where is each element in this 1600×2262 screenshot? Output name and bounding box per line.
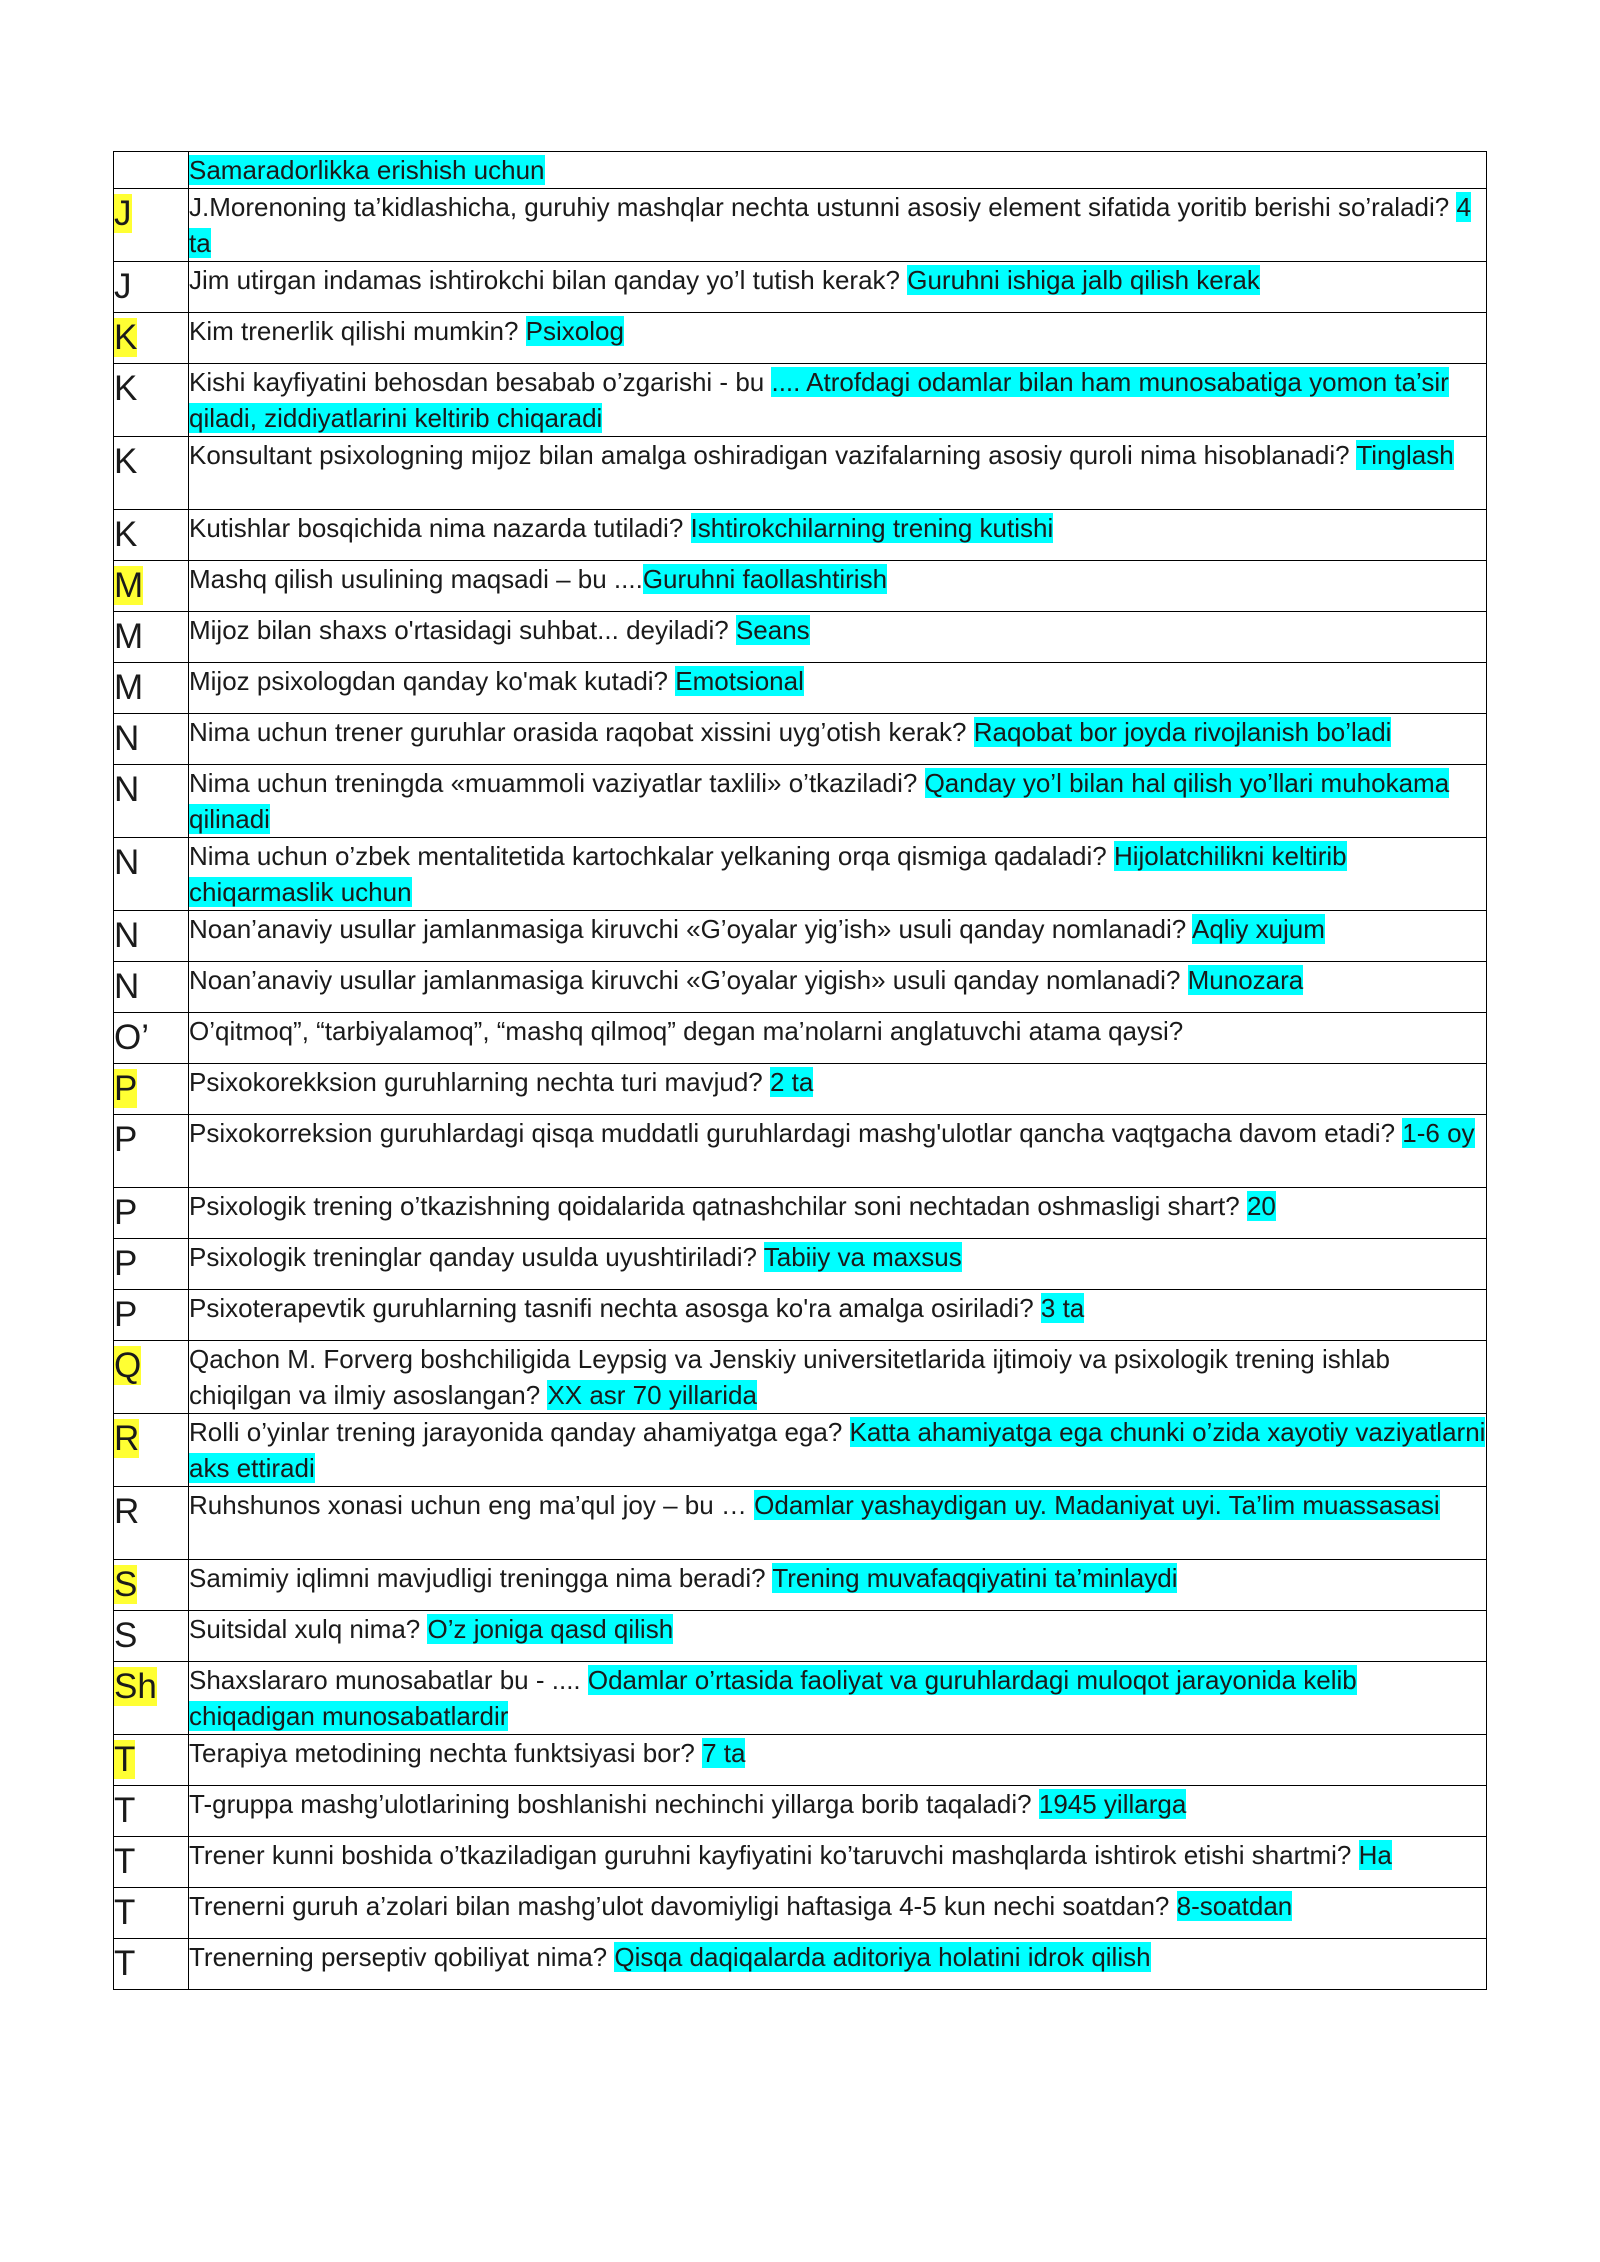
question-text: Nima uchun treningda «muammoli vaziyatlar taxlili» o’tkaziladi?	[189, 768, 925, 798]
question-text: Psixoterapevtik guruhlarning tasnifi nechta asosga ko'ra amalga osiriladi?	[189, 1293, 1041, 1323]
letter-cell	[114, 765, 189, 838]
question-text: Nima uchun o’zbek mentalitetida kartochkalar yelkaning orqa qismiga qadaladi?	[189, 841, 1114, 871]
qa-table	[113, 151, 1487, 1990]
letter-cell	[114, 1939, 189, 1990]
letter-cell	[114, 1662, 189, 1735]
answer-text: O’z joniga qasd qilish	[427, 1614, 674, 1644]
index-letter: J	[114, 194, 132, 233]
letter-cell	[114, 714, 189, 765]
question-cell	[189, 1735, 1487, 1786]
table-row	[114, 1786, 1487, 1837]
table-row	[114, 364, 1487, 437]
question-cell	[189, 1115, 1487, 1188]
index-letter: N	[114, 916, 140, 955]
question-cell	[189, 1188, 1487, 1239]
question-cell	[189, 1611, 1487, 1662]
question-text: Kutishlar bosqichida nima nazarda tutiladi?	[189, 513, 691, 543]
answer-text: Odamlar o’rtasida faoliyat va guruhlardagi muloqot jarayonida kelib chiqadigan munosabatlardir	[189, 1665, 1357, 1731]
table-row	[114, 911, 1487, 962]
table-row	[114, 1611, 1487, 1662]
letter-cell	[114, 1611, 189, 1662]
question-text: Mashq qilish usulining maqsadi – bu ....	[189, 564, 643, 594]
question-cell	[189, 1662, 1487, 1735]
index-letter: O’	[114, 1018, 149, 1057]
index-letter: M	[114, 617, 144, 656]
question-text: Suitsidal xulq nima?	[189, 1614, 428, 1644]
question-cell	[189, 313, 1487, 364]
question-cell	[189, 1290, 1487, 1341]
index-letter: Q	[114, 1346, 142, 1385]
table-row	[114, 1487, 1487, 1560]
question-cell	[189, 1837, 1487, 1888]
question-text: Noan’anaviy usullar jamlanmasiga kiruvchi «G’oyalar yigish» usuli qanday nomlanadi?	[189, 965, 1188, 995]
question-cell	[189, 962, 1487, 1013]
answer-text: 8-soatdan	[1176, 1891, 1293, 1921]
question-text: Kishi kayfiyatini behosdan besabab o’zgarishi - bu	[189, 367, 772, 397]
answer-text: Odamlar yashaydigan uy. Madaniyat uyi. Ta’lim muassasasi	[754, 1490, 1440, 1520]
question-text: Rolli o’yinlar trening jarayonida qanday ahamiyatga ega?	[189, 1417, 850, 1447]
question-text: O’qitmoq”, “tarbiyalamoq”, “mashq qilmoq” degan ma’nolarni anglatuvchi atama qaysi?	[189, 1016, 1184, 1046]
question-cell	[189, 714, 1487, 765]
answer-text: Ishtirokchilarning trening kutishi	[690, 513, 1054, 543]
letter-cell	[114, 152, 189, 189]
answer-text: 7 ta	[702, 1738, 746, 1768]
table-row	[114, 1837, 1487, 1888]
table-row	[114, 765, 1487, 838]
table-row	[114, 189, 1487, 262]
question-text: Samimiy iqlimni mavjudligi treningga nima beradi?	[189, 1563, 773, 1593]
letter-cell	[114, 561, 189, 612]
answer-text: 1945 yillarga	[1038, 1789, 1187, 1819]
question-cell	[189, 437, 1487, 510]
question-cell	[189, 1013, 1487, 1064]
table-row	[114, 1290, 1487, 1341]
index-letter: T	[114, 1944, 136, 1983]
index-letter: R	[114, 1492, 140, 1531]
answer-text: 2 ta	[769, 1067, 814, 1097]
index-letter: M	[114, 668, 144, 707]
index-letter: K	[114, 515, 138, 554]
table-row	[114, 1888, 1487, 1939]
table-row	[114, 1414, 1487, 1487]
index-letter: T	[114, 1842, 136, 1881]
question-cell	[189, 262, 1487, 313]
question-text: Konsultant psixologning mijoz bilan amalga oshiradigan vazifalarning asosiy quroli nima hisoblanadi?	[189, 440, 1357, 470]
letter-cell	[114, 1341, 189, 1414]
table-row	[114, 313, 1487, 364]
question-cell	[189, 1487, 1487, 1560]
question-cell	[189, 152, 1487, 189]
answer-text: Guruhni faollashtirish	[642, 564, 888, 594]
answer-text: Samaradorlikka erishish uchun	[189, 155, 545, 185]
index-letter: J	[114, 267, 132, 306]
question-text: Jim utirgan indamas ishtirokchi bilan qanday yo’l tutish kerak?	[189, 265, 908, 295]
letter-cell	[114, 1239, 189, 1290]
index-letter: R	[114, 1419, 140, 1458]
answer-text: Katta ahamiyatga ega chunki o’zida xayotiy vaziyatlarni aks ettiradi	[189, 1417, 1486, 1483]
letter-cell	[114, 911, 189, 962]
answer-text: Psixolog	[525, 316, 624, 346]
answer-text: 3 ta	[1040, 1293, 1085, 1323]
answer-text: .... Atrofdagi odamlar bilan ham munosabatiga yomon ta’sir qiladi, ziddiyatlarini keltirib chiqaradi	[189, 367, 1449, 433]
letter-cell	[114, 1487, 189, 1560]
letter-cell	[114, 1290, 189, 1341]
table-row	[114, 1239, 1487, 1290]
table-row	[114, 1341, 1487, 1414]
letter-cell	[114, 510, 189, 561]
table-row	[114, 714, 1487, 765]
question-cell	[189, 1414, 1487, 1487]
question-cell	[189, 911, 1487, 962]
letter-cell	[114, 1786, 189, 1837]
answer-text: Qisqa daqiqalarda aditoriya holatini idrok qilish	[614, 1942, 1151, 1972]
question-cell	[189, 765, 1487, 838]
letter-cell	[114, 1188, 189, 1239]
letter-cell	[114, 1837, 189, 1888]
question-cell	[189, 561, 1487, 612]
index-letter: T	[114, 1791, 136, 1830]
letter-cell	[114, 1064, 189, 1115]
table-row	[114, 962, 1487, 1013]
answer-text: Qanday yo’l bilan hal qilish yo’llari muhokama qilinadi	[189, 768, 1450, 834]
index-letter: N	[114, 770, 140, 809]
table-row	[114, 1662, 1487, 1735]
question-text: Shaxslararo munosabatlar bu - ....	[189, 1665, 588, 1695]
question-text: Noan’anaviy usullar jamlanmasiga kiruvchi «G’oyalar yig’ish» usuli qanday nomlanadi?	[189, 914, 1192, 944]
answer-text: Ha	[1358, 1840, 1392, 1870]
index-letter: P	[114, 1295, 138, 1334]
index-letter: S	[114, 1616, 138, 1655]
table-row	[114, 1939, 1487, 1990]
letter-cell	[114, 1013, 189, 1064]
question-text: Qachon M. Forverg boshchiligida Leypsig va Jenskiy universitetlarida ijtimoiy va psixologik trening ishlab chiqilgan va ilmiy asoslangan?	[189, 1344, 1390, 1410]
question-text: J.Morenoning ta’kidlashicha, guruhiy mashqlar nechta ustunni asosiy element sifatida yoritib berishi so’raladi?	[189, 192, 1457, 222]
question-cell	[189, 612, 1487, 663]
question-cell	[189, 364, 1487, 437]
letter-cell	[114, 1888, 189, 1939]
letter-cell	[114, 437, 189, 510]
letter-cell	[114, 663, 189, 714]
answer-text: Emotsional	[675, 666, 804, 696]
question-text: Trenerning perseptiv qobiliyat nima?	[189, 1942, 615, 1972]
index-letter: N	[114, 967, 140, 1006]
question-text: Mijoz psixologdan qanday ko'mak kutadi?	[189, 666, 676, 696]
answer-text: 4 ta	[189, 192, 1471, 258]
answer-text: Trening muvafaqqiyatini ta’minlaydi	[772, 1563, 1178, 1593]
table-row	[114, 1013, 1487, 1064]
index-letter: P	[114, 1193, 138, 1232]
answer-text: Raqobat bor joyda rivojlanish bo’ladi	[973, 717, 1392, 747]
question-cell	[189, 1239, 1487, 1290]
index-letter: K	[114, 369, 138, 408]
table-row	[114, 262, 1487, 313]
question-text: Kim trenerlik qilishi mumkin?	[189, 316, 526, 346]
question-cell	[189, 1064, 1487, 1115]
answer-text: Tabiiy va maxsus	[763, 1242, 962, 1272]
table-row	[114, 561, 1487, 612]
question-cell	[189, 189, 1487, 262]
letter-cell	[114, 1560, 189, 1611]
table-row	[114, 612, 1487, 663]
table-row	[114, 437, 1487, 510]
letter-cell	[114, 962, 189, 1013]
question-cell	[189, 1560, 1487, 1611]
letter-cell	[114, 262, 189, 313]
question-cell	[189, 838, 1487, 911]
letter-cell	[114, 364, 189, 437]
answer-text: XX asr 70 yillarida	[547, 1380, 757, 1410]
index-letter: P	[114, 1120, 138, 1159]
index-letter: Sh	[114, 1667, 157, 1706]
answer-text: Guruhni ishiga jalb qilish kerak	[907, 265, 1260, 295]
question-cell	[189, 1341, 1487, 1414]
table-row	[114, 838, 1487, 911]
qa-table-body	[114, 152, 1487, 1990]
index-letter: K	[114, 318, 138, 357]
question-text: Trener kunni boshida o’tkaziladigan guruhni kayfiyatini ko’taruvchi mashqlarda ishtirok etishi shartmi?	[189, 1840, 1359, 1870]
question-text: Terapiya metodining nechta funktsiyasi bor?	[189, 1738, 703, 1768]
question-text: Psixologik treninglar qanday usulda uyushtiriladi?	[189, 1242, 764, 1272]
answer-text: Munozara	[1187, 965, 1304, 995]
answer-text: Tinglash	[1356, 440, 1454, 470]
table-row	[114, 1735, 1487, 1786]
index-letter: S	[114, 1565, 138, 1604]
letter-cell	[114, 313, 189, 364]
table-row	[114, 1115, 1487, 1188]
table-row	[114, 1560, 1487, 1611]
letter-cell	[114, 189, 189, 262]
table-row	[114, 510, 1487, 561]
question-text: Trenerni guruh a’zolari bilan mashg’ulot davomiyligi haftasiga 4-5 kun nechi soatdan?	[189, 1891, 1177, 1921]
table-row	[114, 152, 1487, 189]
question-cell	[189, 663, 1487, 714]
question-cell	[189, 1786, 1487, 1837]
answer-text: 1-6 oy	[1402, 1118, 1475, 1148]
table-row	[114, 1188, 1487, 1239]
answer-text: 20	[1246, 1191, 1276, 1221]
index-letter: P	[114, 1069, 138, 1108]
answer-text: Seans	[735, 615, 810, 645]
letter-cell	[114, 1414, 189, 1487]
answer-text: Hijolatchilikni keltirib chiqarmaslik uchun	[189, 841, 1347, 907]
index-letter: K	[114, 442, 138, 481]
question-cell	[189, 1939, 1487, 1990]
index-letter: M	[114, 566, 144, 605]
question-cell	[189, 1888, 1487, 1939]
index-letter: N	[114, 719, 140, 758]
question-text: Mijoz bilan shaxs o'rtasidagi suhbat... deyiladi?	[189, 615, 736, 645]
question-text: Nima uchun trener guruhlar orasida raqobat xissini uyg’otish kerak?	[189, 717, 974, 747]
letter-cell	[114, 1115, 189, 1188]
letter-cell	[114, 1735, 189, 1786]
index-letter: T	[114, 1740, 136, 1779]
question-cell	[189, 510, 1487, 561]
index-letter: P	[114, 1244, 138, 1283]
table-row	[114, 663, 1487, 714]
table-row	[114, 1064, 1487, 1115]
question-text: Psixokorekksion guruhlarning nechta turi mavjud?	[189, 1067, 770, 1097]
letter-cell	[114, 612, 189, 663]
answer-text: Aqliy xujum	[1191, 914, 1325, 944]
index-letter: N	[114, 843, 140, 882]
index-letter: T	[114, 1893, 136, 1932]
question-text: Psixokorreksion guruhlardagi qisqa muddatli guruhlardagi mashg'ulotlar qancha vaqtgacha davom etadi?	[189, 1118, 1403, 1148]
question-text: T-gruppa mashg’ulotlarining boshlanishi nechinchi yillarga borib taqaladi?	[189, 1789, 1039, 1819]
question-text: Psixologik trening o’tkazishning qoidalarida qatnashchilar soni nechtadan oshmasligi shart?	[189, 1191, 1247, 1221]
letter-cell	[114, 838, 189, 911]
question-text: Ruhshunos xonasi uchun eng ma’qul joy – bu …	[189, 1490, 755, 1520]
